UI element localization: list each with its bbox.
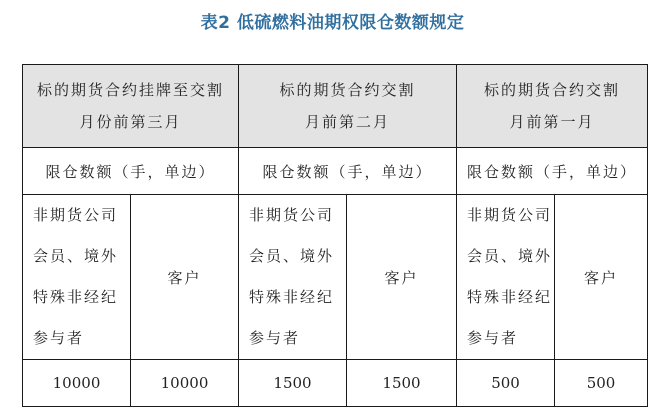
table-title: 表2 低硫燃料油期权限仓数额规定	[200, 13, 465, 33]
non-member-line: 特殊非经纪	[467, 288, 553, 306]
non-member-line: 非期货公司	[33, 206, 119, 224]
customer-label-3: 客户	[555, 195, 648, 360]
non-member-label-1	[23, 195, 131, 360]
period-header-3-line1: 标的期货合约交割	[484, 81, 621, 99]
period-header-2	[239, 65, 457, 148]
position-limits-table	[22, 64, 648, 407]
non-member-label-2	[239, 195, 347, 360]
non-member-line: 参与者	[33, 329, 85, 347]
non-member-line: 特殊非经纪	[33, 288, 119, 306]
period-header-row	[23, 65, 648, 148]
period-header-1-line2: 月份前第三月	[79, 113, 182, 131]
period-header-2-line2: 月前第二月	[305, 113, 391, 131]
non-member-line: 非期货公司	[249, 206, 335, 224]
participant-type-row	[23, 195, 648, 360]
value-customer-1: 10000	[131, 360, 239, 407]
non-member-line: 参与者	[467, 329, 519, 347]
limit-label-row	[23, 148, 648, 195]
customer-label-2: 客户	[347, 195, 457, 360]
non-member-line: 非期货公司	[467, 206, 553, 224]
non-member-line: 会员、境外	[33, 247, 119, 265]
limit-values-row	[23, 360, 648, 407]
period-header-2-line1: 标的期货合约交割	[279, 81, 416, 99]
non-member-line: 会员、境外	[249, 247, 335, 265]
non-member-label-3	[457, 195, 555, 360]
period-header-1	[23, 65, 239, 148]
value-non-member-2: 1500	[239, 360, 347, 407]
value-customer-2: 1500	[347, 360, 457, 407]
period-header-3-line2: 月前第一月	[509, 113, 595, 131]
value-customer-3: 500	[555, 360, 648, 407]
limit-label-2: 限仓数额（手，单边）	[239, 148, 457, 195]
non-member-line: 特殊非经纪	[249, 288, 335, 306]
limit-label-3: 限仓数额（手，单边）	[457, 148, 648, 195]
period-header-3	[457, 65, 648, 148]
value-non-member-3: 500	[457, 360, 555, 407]
period-header-1-line1: 标的期货合约挂牌至交割	[37, 81, 225, 99]
limit-label-1: 限仓数额（手，单边）	[23, 148, 239, 195]
non-member-line: 会员、境外	[467, 247, 553, 265]
customer-label-1: 客户	[131, 195, 239, 360]
non-member-line: 参与者	[249, 329, 301, 347]
value-non-member-1: 10000	[23, 360, 131, 407]
